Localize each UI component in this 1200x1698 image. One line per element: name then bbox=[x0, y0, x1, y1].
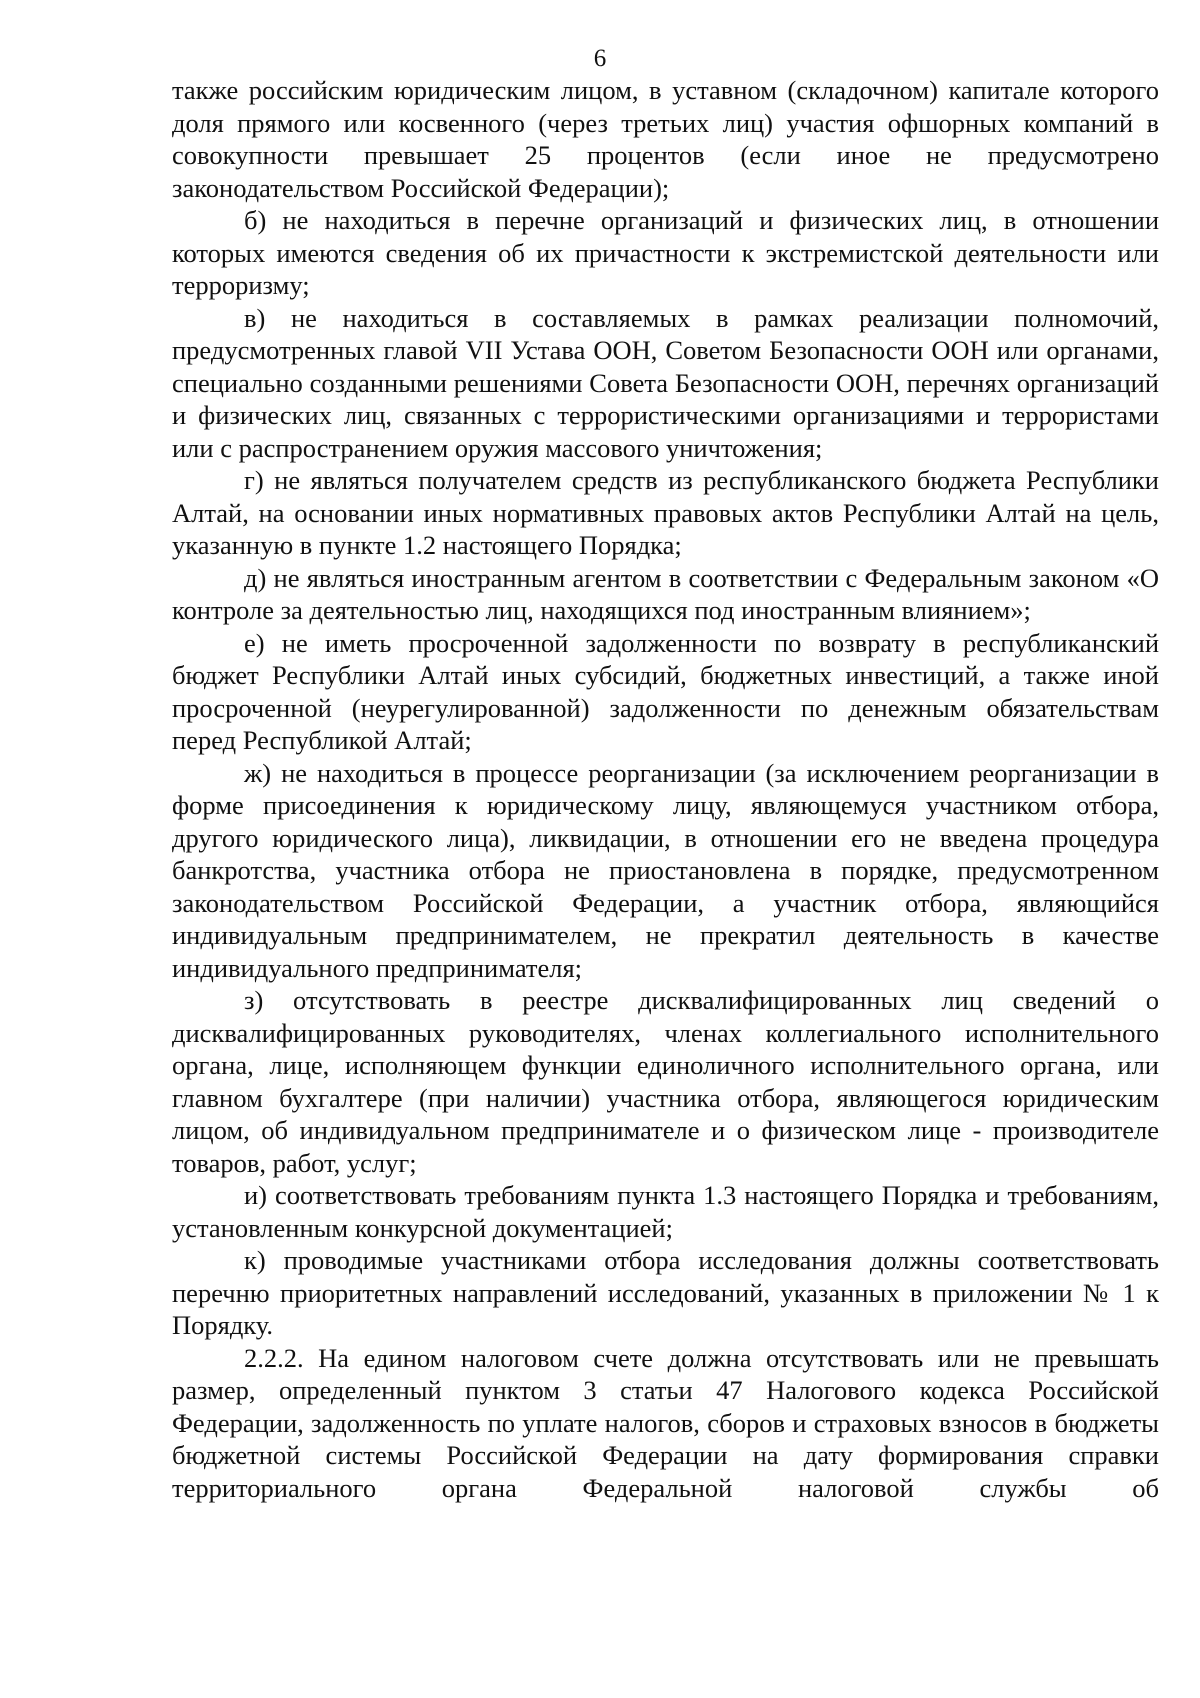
paragraph-2-2-2: 2.2.2. На едином налоговом счете должна отсутствовать или не превышать размер, определенный пунктом 3 статьи 47 Налогового кодекса Российской Федерации, задолженность по уплате налогов, сборов и страховых взносов в бюджеты бюджетной системы Российской Федерации на дату формирования справки территориального органа Федеральной налоговой службы об bbox=[172, 1342, 1159, 1503]
paragraph-b: б) не находиться в перечне организаций и физических лиц, в отношении которых имеются сведения об их причастности к экстремистской деятельности или терроризму; bbox=[172, 205, 1159, 300]
paragraph-d: д) не являться иностранным агентом в соответствии с Федеральным законом «О контроле за деятельностью лиц, находящихся под иностранным влиянием»; bbox=[172, 562, 1159, 625]
page-number: 6 bbox=[593, 45, 607, 72]
document-body bbox=[172, 74, 1159, 1504]
paragraph-continuation: также российским юридическим лицом, в уставном (складочном) капитале которого доля прямого или косвенного (через третьих лиц) участия офшорных компаний в совокупности превышает 25 процентов (если иное не предусмотрено законодательством Российской Федерации); bbox=[172, 75, 1159, 203]
paragraph-i: и) соответствовать требованиям пункта 1.3 настоящего Порядка и требованиям, установленным конкурсной документацией; bbox=[172, 1180, 1159, 1243]
paragraph-k: к) проводимые участниками отбора исследования должны соответствовать перечню приоритетных направлений исследований, указанных в приложении № 1 к Порядку. bbox=[172, 1245, 1159, 1340]
paragraph-e: е) не иметь просроченной задолженности по возврату в республиканский бюджет Республики Алтай иных субсидий, бюджетных инвестиций, а также иной просроченной (неурегулированной) задолженности по денежным обязательствам перед Республикой Алтай; bbox=[172, 627, 1159, 755]
paragraph-g: г) не являться получателем средств из республиканского бюджета Республики Алтай, на основании иных нормативных правовых актов Республики Алтай на цель, указанную в пункте 1.2 настоящего Порядка; bbox=[172, 465, 1159, 560]
paragraph-z: з) отсутствовать в реестре дисквалифицированных лиц сведений о дисквалифицированных руководителях, членах коллегиального исполнительного органа, лице, исполняющем функции единоличного исполнительного органа, или главном бухгалтере (при наличии) участника отбора, являющегося юридическим лицом, об индивидуальном предпринимателе и о физическом лице - производителе товаров, работ, услуг; bbox=[172, 985, 1159, 1178]
paragraph-zh: ж) не находиться в процессе реорганизации (за исключением реорганизации в форме присоединения к юридическому лицу, являющемуся участником отбора, другого юридического лица), ликвидации, в отношении его не введена процедура банкротства, участника отбора не приостановлена в порядке, предусмотренном законодательством Российской Федерации, а участник отбора, являющийся индивидуальным предпринимателем, не прекратил деятельность в качестве индивидуального предпринимателя; bbox=[172, 757, 1159, 983]
paragraph-v: в) не находиться в составляемых в рамках реализации полномочий, предусмотренных главой VII Устава ООН, Советом Безопасности ООН или органами, специально созданными решениями Совета Безопасности ООН, перечнях организаций и физических лиц, связанных с террористическими организациями и террористами или с распространением оружия массового уничтожения; bbox=[172, 302, 1159, 463]
